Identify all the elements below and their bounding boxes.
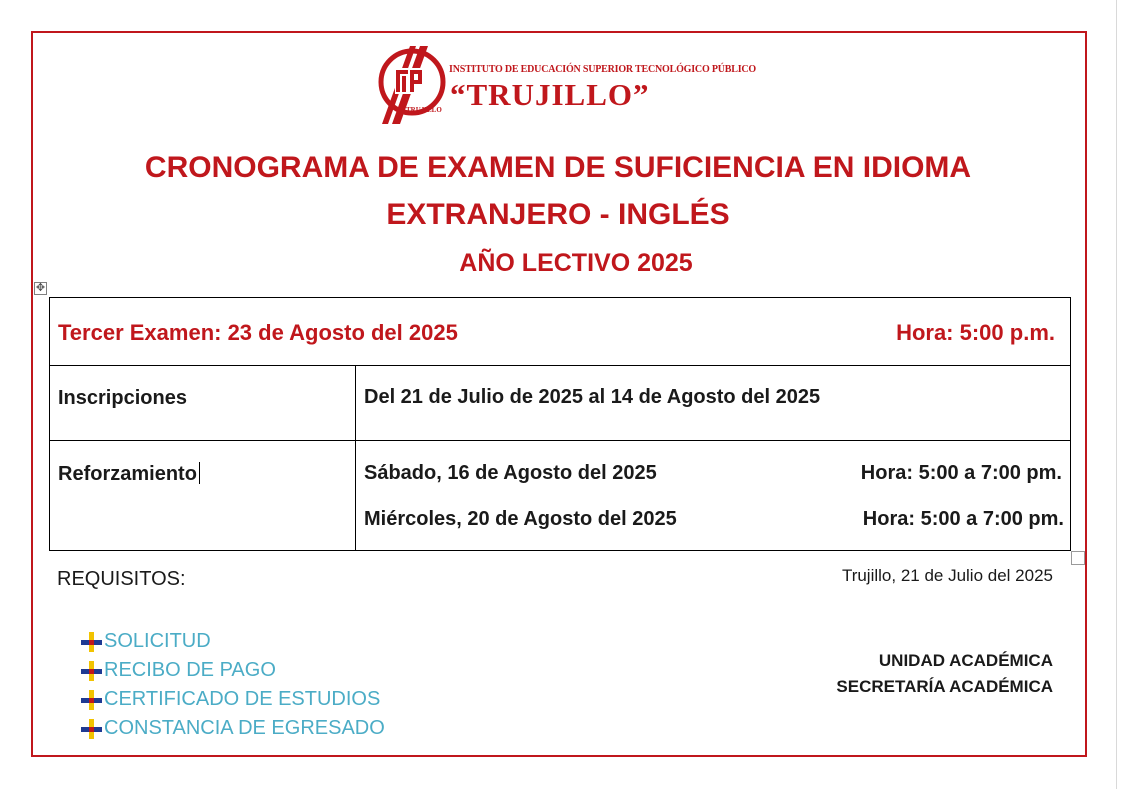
requirement-label: CONSTANCIA DE EGRESADO xyxy=(104,717,385,739)
title-line-1: CRONOGRAMA DE EXAMEN DE SUFICIENCIA EN IDIOMA xyxy=(144,151,972,184)
row-label-inscripciones: Inscripciones xyxy=(58,387,187,409)
signature-unit: UNIDAD ACADÉMICA xyxy=(878,651,1053,670)
institution-name: INSTITUTO DE EDUCACIÓN SUPERIOR TECNOLÓGICO PÚBLICO xyxy=(449,64,756,75)
requirement-label: RECIBO DE PAGO xyxy=(104,659,276,681)
table-move-handle[interactable]: ✥ xyxy=(35,282,46,294)
list-item xyxy=(80,685,385,714)
list-item xyxy=(80,714,385,743)
window-edge xyxy=(1116,0,1117,789)
schedule-table xyxy=(49,297,1071,551)
cross-bullet-icon xyxy=(80,631,102,653)
list-item xyxy=(80,627,385,656)
list-item xyxy=(80,656,385,685)
reforzamiento-session-1-date: Sábado, 16 de Agosto del 2025 xyxy=(364,462,657,484)
cross-bullet-icon xyxy=(80,689,102,711)
title-line-2: EXTRANJERO - INGLÉS xyxy=(386,198,730,231)
requirement-label: CERTIFICADO DE ESTUDIOS xyxy=(104,688,381,710)
institute-seal-icon xyxy=(376,44,446,126)
signature-office: SECRETARÍA ACADÉMICA xyxy=(836,677,1053,696)
reforzamiento-session-2-time: Hora: 5:00 a 7:00 pm. xyxy=(862,508,1064,530)
requirements-title: REQUISITOS: xyxy=(57,568,186,590)
reforzamiento-session-1-time: Hora: 5:00 a 7:00 pm. xyxy=(860,462,1062,484)
text-cursor xyxy=(199,462,200,484)
inscripciones-dates: Del 21 de Julio de 2025 al 14 de Agosto del 2025 xyxy=(364,386,821,408)
exam-label: Tercer Examen: 23 de Agosto del 2025 xyxy=(58,320,458,345)
requirement-label: SOLICITUD xyxy=(104,630,211,652)
exam-time: Hora: 5:00 p.m. xyxy=(896,320,1055,345)
table-resize-handle[interactable] xyxy=(1071,551,1085,565)
institution-city: “TRUJILLO” xyxy=(450,77,650,112)
cross-bullet-icon xyxy=(80,718,102,740)
academic-year: AÑO LECTIVO 2025 xyxy=(459,249,693,277)
place-date: Trujillo, 21 de Julio del 2025 xyxy=(841,566,1053,585)
cross-bullet-icon xyxy=(80,660,102,682)
requirements-list xyxy=(80,627,385,743)
row-label-reforzamiento: Reforzamiento xyxy=(58,462,200,486)
reforzamiento-session-2-date: Miércoles, 20 de Agosto del 2025 xyxy=(364,508,677,530)
logo-caption: TRUJILLO xyxy=(406,106,442,114)
